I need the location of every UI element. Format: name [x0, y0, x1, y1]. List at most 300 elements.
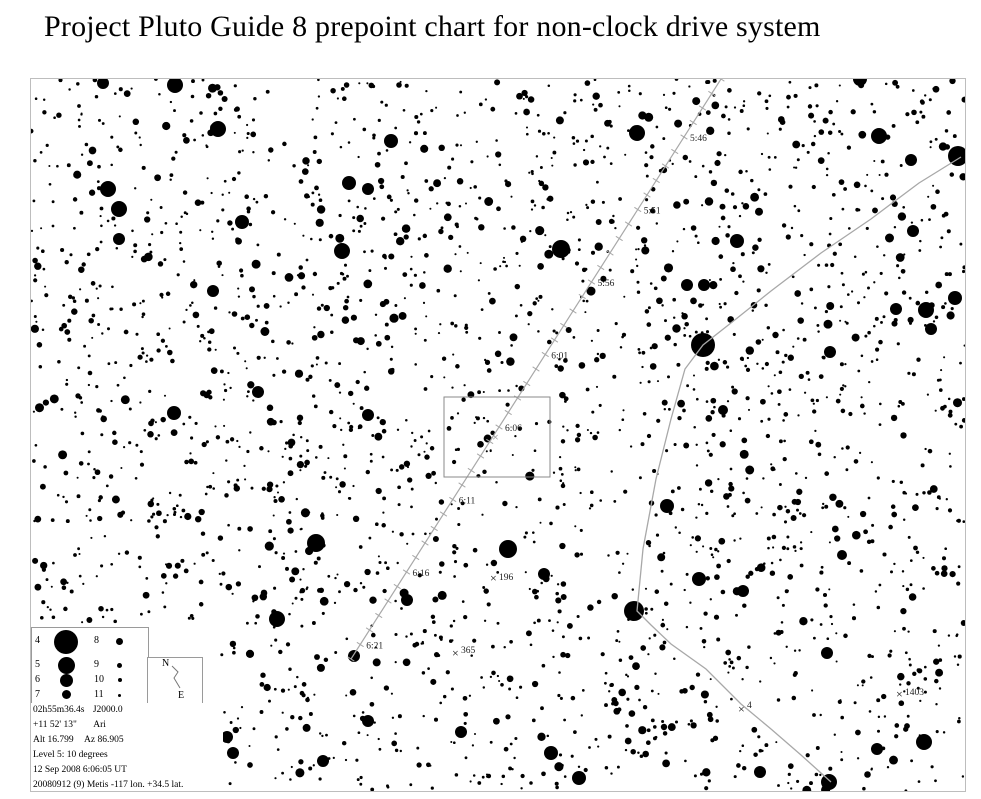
star	[677, 416, 681, 420]
star	[286, 519, 292, 525]
star	[949, 410, 953, 414]
star	[183, 137, 190, 144]
star	[465, 331, 468, 334]
legend-mag-10: 10	[94, 674, 104, 685]
star	[188, 459, 194, 465]
star	[629, 125, 645, 141]
star	[756, 363, 758, 365]
path-time-label: 6:06	[505, 424, 522, 434]
star	[241, 706, 243, 708]
star	[559, 456, 561, 458]
star	[212, 472, 214, 474]
star	[378, 119, 381, 122]
star	[712, 556, 714, 558]
star	[312, 294, 314, 296]
star	[536, 155, 538, 157]
star	[911, 110, 917, 116]
star	[350, 689, 357, 696]
star	[98, 606, 104, 612]
star	[629, 655, 634, 660]
star	[312, 621, 316, 625]
star	[803, 338, 807, 342]
star	[540, 582, 543, 585]
star	[363, 250, 366, 253]
star	[299, 469, 301, 471]
star	[512, 454, 514, 456]
star	[156, 534, 160, 538]
star	[871, 743, 883, 755]
star	[220, 583, 223, 586]
star	[532, 589, 538, 595]
star	[794, 550, 796, 552]
star	[167, 350, 173, 356]
star	[767, 537, 771, 541]
star	[742, 766, 746, 770]
page-title: Project Pluto Guide 8 prepoint chart for non-clock drive system	[44, 10, 821, 43]
star	[344, 467, 346, 469]
star	[275, 735, 278, 738]
star	[730, 266, 736, 272]
star	[706, 400, 709, 403]
star	[386, 149, 389, 152]
star	[415, 642, 420, 647]
star	[490, 741, 493, 744]
star	[651, 718, 655, 722]
star	[638, 351, 641, 354]
star	[151, 233, 153, 235]
star	[345, 637, 348, 640]
star	[710, 362, 719, 371]
star	[725, 188, 730, 193]
star	[460, 270, 462, 272]
star	[135, 444, 138, 447]
star	[334, 382, 340, 388]
star	[647, 653, 649, 655]
star	[359, 545, 363, 549]
star	[179, 231, 182, 234]
star	[813, 403, 815, 405]
path-tick	[440, 512, 447, 516]
star	[339, 391, 341, 393]
star	[551, 165, 553, 167]
star	[896, 85, 900, 89]
star	[744, 365, 747, 368]
star	[558, 671, 561, 674]
star	[731, 514, 734, 517]
star	[564, 775, 567, 778]
star	[599, 404, 602, 407]
legend-dot-8	[116, 638, 123, 645]
star	[889, 650, 892, 653]
star	[832, 123, 835, 126]
star	[405, 635, 407, 637]
star	[135, 333, 138, 336]
star	[352, 216, 355, 219]
star	[338, 590, 341, 593]
star	[912, 504, 919, 511]
object-4[interactable]	[738, 701, 752, 716]
star	[335, 486, 337, 488]
star	[34, 274, 36, 276]
star	[646, 322, 651, 327]
star	[313, 272, 317, 276]
star	[595, 243, 603, 251]
star	[375, 314, 377, 316]
star	[922, 587, 925, 590]
star	[809, 781, 813, 785]
star	[833, 252, 837, 256]
star	[235, 215, 249, 229]
star	[662, 400, 668, 406]
star	[184, 211, 187, 214]
star	[962, 265, 965, 269]
star	[221, 571, 225, 575]
star	[357, 156, 359, 158]
star	[660, 623, 665, 628]
star	[410, 506, 413, 509]
star	[888, 525, 893, 530]
star	[797, 158, 800, 161]
path-tick	[505, 410, 512, 414]
star	[81, 432, 85, 436]
star	[828, 588, 830, 590]
star	[959, 425, 963, 429]
star	[863, 296, 865, 298]
star	[40, 562, 47, 569]
star	[860, 569, 864, 573]
star	[82, 583, 84, 585]
star	[463, 563, 468, 568]
star	[839, 320, 841, 322]
info-dec: +11 52' 13"	[33, 720, 77, 730]
star	[782, 223, 786, 227]
star	[436, 202, 438, 204]
star	[935, 410, 937, 412]
star	[901, 269, 906, 274]
star	[418, 453, 421, 456]
star	[314, 186, 319, 191]
star	[873, 160, 875, 162]
star	[378, 178, 384, 184]
star	[372, 136, 375, 139]
star	[248, 745, 250, 747]
star	[787, 782, 789, 784]
star	[227, 480, 230, 483]
star	[615, 551, 619, 555]
object-1403[interactable]	[896, 687, 924, 701]
star	[834, 535, 840, 541]
star	[129, 408, 132, 411]
star	[959, 362, 962, 365]
star	[794, 205, 797, 208]
star	[89, 190, 95, 196]
star	[74, 416, 76, 418]
star	[755, 567, 759, 571]
star	[921, 115, 925, 119]
star	[533, 621, 536, 624]
star	[767, 418, 770, 421]
star	[552, 151, 556, 155]
path-tick	[459, 483, 466, 487]
star	[509, 640, 513, 644]
star	[77, 494, 81, 498]
star	[156, 503, 159, 506]
star	[727, 132, 730, 135]
star	[340, 146, 343, 149]
star	[596, 386, 598, 388]
star	[199, 340, 201, 342]
star	[630, 445, 632, 447]
star	[193, 279, 195, 281]
star	[906, 588, 909, 591]
star	[262, 487, 266, 491]
star	[876, 358, 879, 361]
star	[202, 134, 205, 137]
star	[637, 281, 640, 284]
star	[782, 329, 785, 332]
star	[92, 476, 95, 479]
star	[348, 650, 360, 662]
star	[791, 515, 797, 521]
star	[431, 471, 436, 476]
star	[67, 319, 71, 323]
star	[821, 506, 824, 509]
star	[641, 246, 649, 254]
star	[264, 194, 268, 198]
star	[754, 766, 766, 778]
star	[799, 512, 802, 515]
star	[797, 317, 803, 323]
star	[351, 315, 357, 321]
star	[835, 500, 843, 508]
star	[573, 336, 576, 339]
star	[342, 316, 349, 323]
star	[397, 429, 399, 431]
star	[612, 375, 616, 379]
star	[924, 691, 927, 694]
star	[580, 553, 583, 556]
star	[534, 449, 537, 452]
star	[216, 219, 219, 222]
star	[220, 369, 224, 373]
magnitude-legend	[31, 627, 149, 705]
star	[362, 586, 365, 589]
star	[203, 392, 210, 399]
star	[822, 356, 825, 359]
star	[885, 234, 894, 243]
star	[672, 298, 676, 302]
star	[900, 164, 903, 167]
star	[399, 312, 407, 320]
star	[158, 261, 163, 266]
prepoint-path	[348, 79, 725, 661]
star	[858, 131, 866, 139]
star	[343, 454, 347, 458]
star	[503, 646, 505, 648]
star	[110, 608, 113, 611]
star	[180, 559, 184, 563]
star	[358, 82, 360, 84]
star	[414, 439, 417, 442]
star	[398, 503, 401, 506]
star	[597, 329, 600, 332]
star	[40, 484, 46, 490]
star	[369, 83, 375, 89]
star	[838, 242, 842, 246]
star	[768, 263, 771, 266]
star	[948, 398, 951, 401]
star	[32, 459, 36, 463]
star	[876, 698, 880, 702]
star	[487, 155, 489, 157]
star	[551, 575, 553, 577]
star	[384, 685, 389, 690]
star	[507, 675, 514, 682]
star	[225, 459, 227, 461]
star	[118, 553, 120, 555]
star	[723, 360, 728, 365]
star	[69, 253, 72, 256]
star	[613, 500, 616, 503]
star	[96, 288, 98, 290]
star	[918, 780, 921, 783]
star	[515, 252, 518, 255]
star	[510, 344, 513, 347]
star	[802, 144, 805, 147]
star	[503, 257, 505, 259]
star	[510, 333, 518, 341]
star	[341, 87, 345, 91]
star	[879, 423, 882, 426]
star	[772, 513, 776, 517]
star	[149, 358, 153, 362]
star	[706, 576, 710, 580]
star	[887, 653, 891, 657]
star-chart[interactable]	[30, 78, 966, 792]
star	[424, 179, 428, 183]
star	[686, 626, 688, 628]
object-196[interactable]	[490, 571, 514, 585]
star	[757, 735, 760, 738]
star	[288, 470, 294, 476]
star	[684, 760, 687, 763]
star	[857, 757, 859, 759]
star	[253, 198, 255, 200]
star	[706, 361, 710, 365]
star	[585, 80, 591, 86]
star	[390, 468, 393, 471]
star	[718, 359, 720, 361]
object-365[interactable]	[452, 646, 476, 660]
star	[808, 378, 811, 381]
star	[207, 177, 209, 179]
star	[352, 485, 354, 487]
star	[745, 170, 748, 173]
star	[502, 501, 507, 506]
star	[386, 566, 390, 570]
star	[243, 465, 245, 467]
star	[572, 771, 586, 785]
star	[648, 380, 651, 383]
star	[777, 505, 783, 511]
star	[169, 178, 171, 180]
star	[324, 305, 330, 311]
star	[451, 503, 453, 505]
star	[738, 170, 742, 174]
star	[439, 702, 442, 705]
star	[320, 597, 329, 606]
star	[399, 464, 404, 469]
star	[842, 384, 844, 386]
star	[273, 499, 277, 503]
star	[542, 664, 546, 668]
star	[355, 759, 358, 762]
star	[757, 91, 761, 95]
star	[852, 616, 856, 620]
star	[139, 144, 141, 146]
star	[329, 379, 332, 382]
path-time-label: 6:01	[551, 351, 569, 362]
star	[573, 99, 576, 102]
star	[432, 596, 438, 602]
star	[499, 164, 502, 167]
star	[701, 690, 709, 698]
star	[316, 107, 319, 110]
star	[407, 466, 409, 468]
star	[808, 86, 811, 89]
star	[719, 303, 721, 305]
star	[288, 444, 293, 449]
star	[839, 394, 841, 396]
star	[909, 297, 912, 300]
star	[644, 607, 648, 611]
star	[486, 450, 488, 452]
star	[922, 557, 924, 559]
star	[491, 645, 495, 649]
star	[214, 425, 216, 427]
star	[750, 179, 753, 182]
star	[638, 111, 646, 119]
star	[401, 594, 413, 606]
star	[741, 252, 745, 256]
star	[254, 622, 257, 625]
star	[482, 776, 485, 779]
path-tick	[375, 613, 382, 617]
star	[454, 253, 456, 255]
star	[247, 390, 250, 393]
star	[684, 322, 689, 327]
star	[175, 222, 178, 225]
star	[500, 783, 502, 785]
star	[641, 237, 647, 243]
star	[190, 119, 194, 123]
star	[302, 693, 306, 697]
star	[908, 317, 914, 323]
star	[155, 437, 158, 440]
star	[306, 378, 310, 382]
star	[102, 616, 104, 618]
star	[139, 136, 141, 138]
compass-rose	[147, 657, 203, 705]
star	[300, 528, 302, 530]
star	[81, 154, 83, 156]
star	[424, 454, 429, 459]
star	[597, 431, 600, 434]
star	[794, 94, 798, 98]
star	[339, 417, 341, 419]
star	[567, 212, 570, 215]
star	[940, 369, 942, 371]
